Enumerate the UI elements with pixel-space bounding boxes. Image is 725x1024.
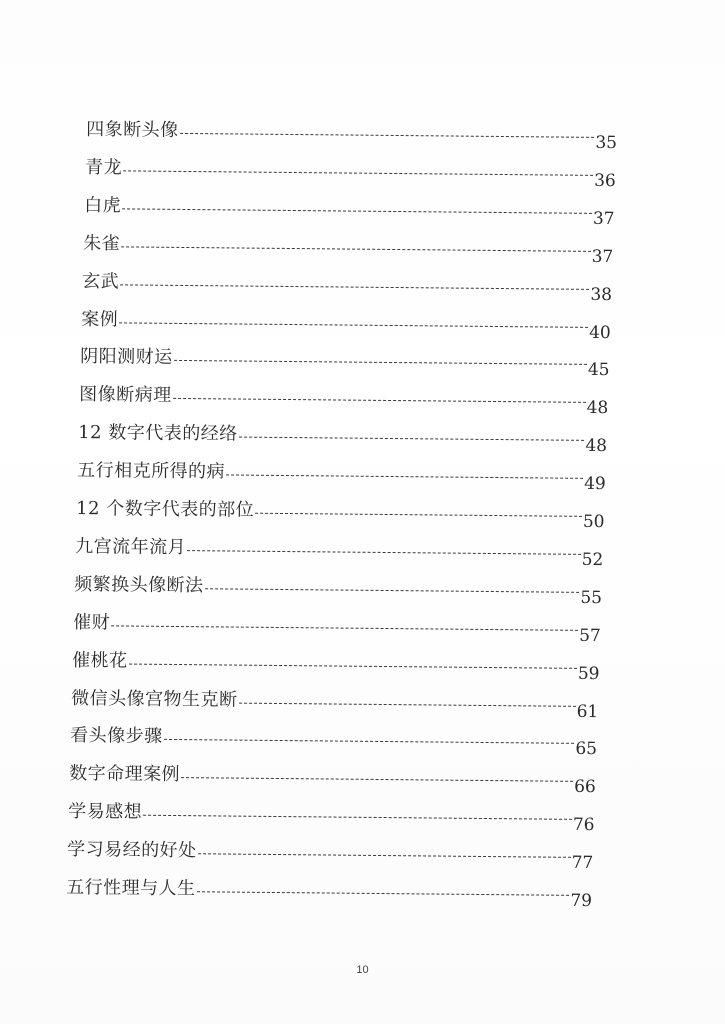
toc-entry-page-number: 45 [587,360,610,381]
toc-entry-title: 12 数字代表的经络 [78,422,238,445]
toc-entry-title: 学习易经的好处 [67,839,197,862]
toc-entry[interactable] [85,152,616,191]
toc-entry-page-number: 59 [577,663,600,684]
toc-entry-title: 青龙 [85,156,123,179]
toc-entry[interactable] [79,379,609,419]
toc-leader-line [164,739,575,744]
toc-entry-page-number: 61 [576,701,599,722]
toc-leader-line [111,625,578,630]
toc-entry-page-number: 65 [575,739,598,760]
toc-entry-title: 阴阳测财运 [80,346,173,369]
toc-entry[interactable] [72,645,600,684]
toc-entry-title: 五行性理与人生 [66,877,196,900]
toc-leader-line [226,475,583,479]
toc-entry-title: 朱雀 [83,232,121,255]
toc-leader-line [197,891,570,896]
toc-entry[interactable] [77,455,606,495]
toc-entry-page-number: 36 [594,170,616,191]
toc-leader-line [143,815,572,820]
toc-entry-page-number: 50 [582,511,605,533]
toc-leader-line [180,133,595,138]
toc-entry-title: 四象断头像 [86,119,179,141]
toc-leader-line [123,170,593,176]
toc-entry-page-number: 66 [574,777,596,798]
toc-entry-page-number: 79 [570,890,593,912]
toc-entry[interactable] [69,758,596,798]
toc-entry-page-number: 35 [595,132,618,154]
toc-entry[interactable] [75,531,604,570]
toc-leader-line [120,284,589,290]
toc-entry-page-number: 77 [571,852,594,874]
toc-entry[interactable] [83,228,614,267]
toc-leader-line [255,513,582,517]
toc-leader-line [187,550,581,555]
toc-entry-title: 催桃花 [72,649,128,672]
toc-entry[interactable] [71,683,599,722]
toc-entry-page-number: 49 [584,473,606,495]
toc-entry[interactable] [84,190,615,229]
toc-entry-page-number: 48 [586,398,609,419]
toc-leader-line [119,322,588,328]
toc-entry-page-number: 48 [585,436,608,457]
toc-entry[interactable] [68,796,595,836]
toc-entry[interactable] [80,341,610,381]
toc-entry-page-number: 40 [589,322,611,343]
toc-leader-line [173,398,586,403]
toc-entry-title: 图像断病理 [79,384,172,407]
toc-leader-line [239,437,585,441]
toc-entry[interactable] [76,493,605,533]
page-number: 10 [356,964,369,976]
toc-entry-title: 频繁换头像断法 [74,573,204,597]
toc-entry-page-number: 57 [579,625,601,646]
toc-entry[interactable] [82,266,613,305]
toc-leader-line [129,663,577,668]
toc-entry[interactable] [86,114,618,154]
toc-entry-page-number: 55 [580,587,603,608]
toc-leader-line [239,702,576,706]
toc-leader-line [121,246,591,252]
toc-leader-line [205,588,580,593]
toc-entry-title: 白虎 [84,194,122,217]
toc-entry-title: 学易感想 [68,801,143,823]
toc-entry[interactable] [73,607,601,646]
toc-entry-page-number: 37 [592,208,615,229]
toc-leader-line [174,360,587,365]
toc-entry-title: 12 个数字代表的部位 [76,498,255,521]
toc-leader-line [181,777,573,782]
toc-entry-page-number: 52 [581,549,604,570]
toc-entry-title: 看头像步骤 [70,725,163,748]
toc-entry-page-number: 37 [591,246,614,267]
toc-entry[interactable] [67,834,594,874]
toc-leader-line [198,853,571,858]
toc-entry[interactable] [74,569,603,608]
toc-entry-title: 催财 [73,611,111,634]
toc-entry[interactable] [78,417,608,457]
toc-entry-title: 微信头像宫物生克断 [71,687,238,711]
toc-entry-title: 九宫流年流月 [75,535,187,558]
toc-entry-page-number: 38 [590,284,613,305]
toc-entry[interactable] [66,872,593,912]
toc-entry-page-number: 76 [572,815,595,836]
toc-leader-line [122,208,592,214]
toc-entry[interactable] [70,720,598,760]
toc-entry-title: 玄武 [82,270,120,292]
toc-entry-title: 数字命理案例 [69,763,181,786]
toc-entry-title: 五行相克所得的病 [77,460,226,483]
toc-entry-title: 案例 [81,308,119,330]
toc-entry[interactable] [81,304,611,343]
